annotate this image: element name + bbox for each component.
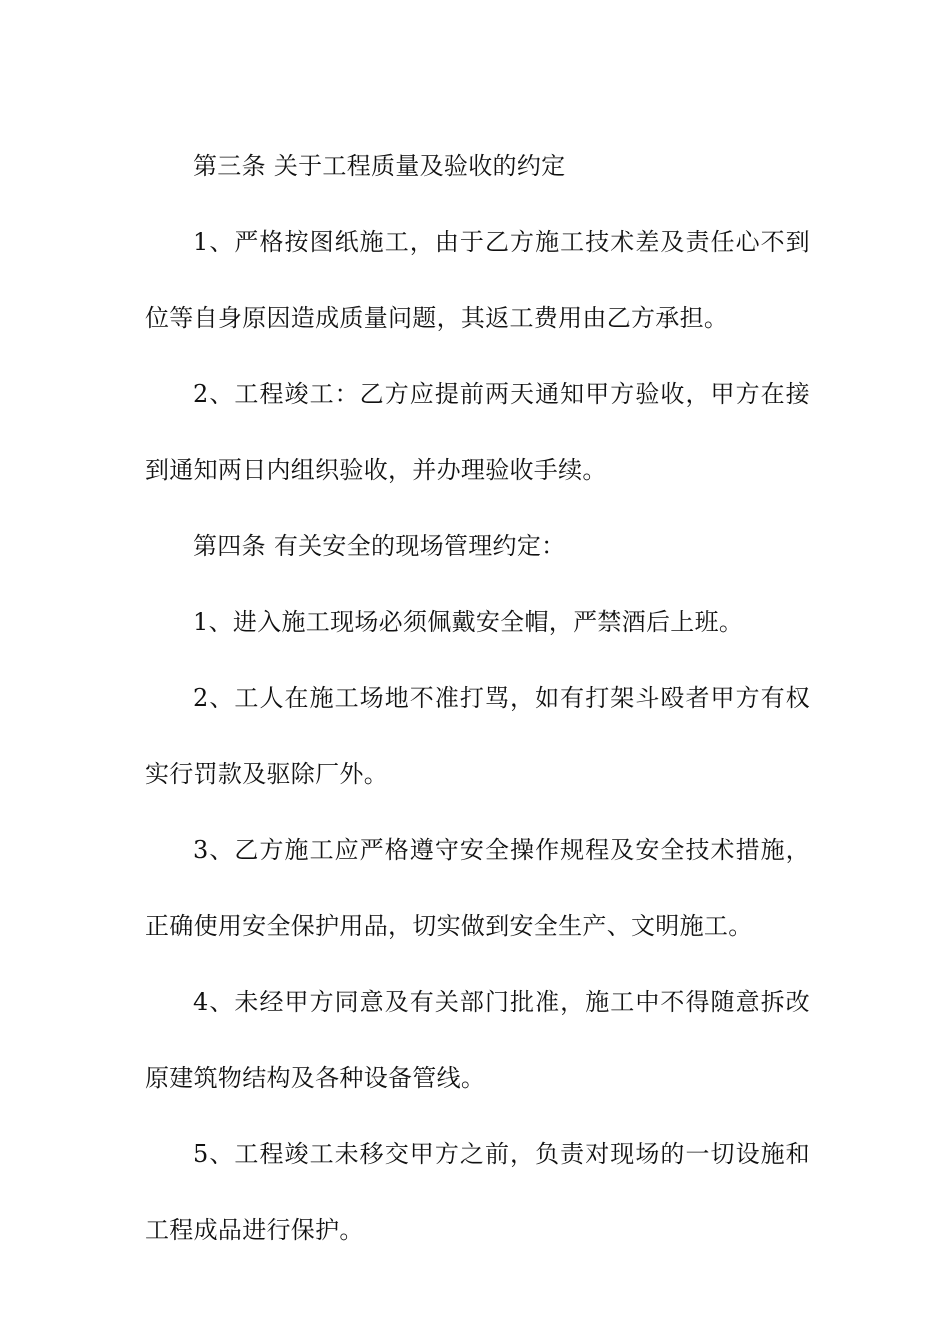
clause-4-3: 3、乙方施工应严格遵守安全操作规程及安全技术措施，正确使用安全保护用品，切实做到安全生产、文明施工。: [145, 836, 810, 940]
clause-3-1: 1、严格按图纸施工，由于乙方施工技术差及责任心不到位等自身原因造成质量问题，其返工费用由乙方承担。: [145, 228, 810, 332]
clause-4-1: 1、进入施工现场必须佩戴安全帽，严禁酒后上班。: [193, 608, 744, 636]
clause-4-5: 5、工程竣工未移交甲方之前，负责对现场的一切设施和工程成品进行保护。: [145, 1140, 810, 1244]
document-body: [145, 128, 810, 1268]
section-heading-article-4: 第四条 有关安全的现场管理约定：: [193, 532, 566, 560]
clause-4-2: 2、工人在施工场地不准打骂，如有打架斗殴者甲方有权实行罚款及驱除厂外。: [145, 684, 810, 788]
clause-3-2: 2、工程竣工：乙方应提前两天通知甲方验收，甲方在接到通知两日内组织验收，并办理验收手续。: [145, 380, 810, 484]
section-heading-article-3: 第三条 关于工程质量及验收的约定: [193, 152, 566, 180]
clause-4-4: 4、未经甲方同意及有关部门批准，施工中不得随意拆改原建筑物结构及各种设备管线。: [145, 988, 810, 1092]
